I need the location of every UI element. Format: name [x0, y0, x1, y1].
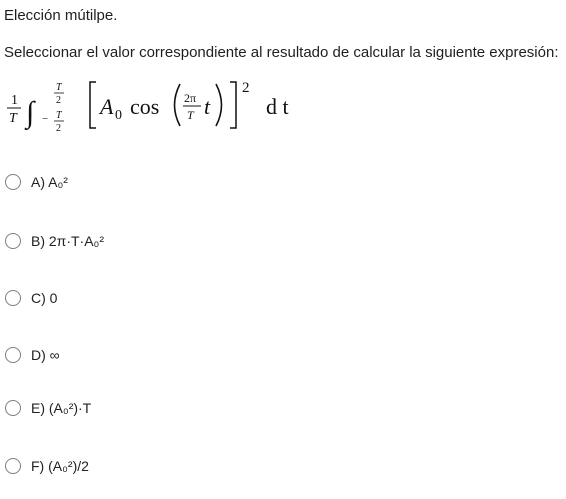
- question-statement: Seleccionar el valor correspondiente al resultado de calcular la siguiente expresión:: [4, 44, 559, 61]
- upper-limit-denominator: 2: [56, 95, 61, 106]
- integral-sign: ∫: [26, 96, 35, 129]
- option-c-radio[interactable]: [5, 290, 21, 306]
- option-d-label: D) ∞: [31, 347, 60, 363]
- argument-denominator: T: [187, 108, 194, 122]
- right-paren: [216, 84, 222, 126]
- option-b[interactable]: [5, 233, 104, 249]
- upper-limit-numerator: T: [56, 82, 62, 93]
- question-type-label: Elección mútilpe.: [4, 7, 118, 24]
- option-e-radio[interactable]: [5, 400, 21, 416]
- left-paren: [175, 84, 181, 126]
- lower-limit-denominator: 2: [56, 123, 61, 134]
- option-f-radio[interactable]: [5, 458, 21, 474]
- coef-numerator: 1: [11, 93, 18, 108]
- right-square-bracket: [230, 82, 236, 128]
- option-f[interactable]: [5, 458, 89, 474]
- option-e-label: E) (A₀²)·T: [31, 400, 92, 416]
- coef-denominator: T: [9, 111, 17, 126]
- exponent: 2: [242, 80, 250, 96]
- option-a[interactable]: [5, 174, 68, 190]
- amplitude-symbol: A: [100, 94, 114, 119]
- cos-function: cos: [130, 94, 160, 119]
- option-c[interactable]: [5, 290, 57, 306]
- option-e[interactable]: [5, 400, 91, 416]
- option-d-radio[interactable]: [5, 347, 21, 363]
- option-b-radio[interactable]: [5, 233, 21, 249]
- option-a-radio[interactable]: [5, 174, 21, 190]
- argument-numerator: 2π: [184, 91, 197, 105]
- option-a-label: A) A₀²: [31, 174, 68, 190]
- amplitude-subscript: 0: [115, 108, 122, 123]
- option-f-label: F) (A₀²)/2: [31, 458, 89, 474]
- formula-svg: [4, 72, 324, 134]
- left-square-bracket: [90, 82, 96, 128]
- option-d[interactable]: [5, 347, 60, 363]
- integral-formula: [4, 72, 324, 134]
- option-b-label: B) 2π·T·A₀²: [31, 233, 105, 249]
- lower-limit-numerator: T: [56, 110, 62, 121]
- argument-variable: t: [204, 94, 211, 119]
- lower-limit-sign: −: [42, 113, 49, 125]
- option-c-label: C) 0: [31, 290, 58, 306]
- differential: d t: [266, 94, 289, 119]
